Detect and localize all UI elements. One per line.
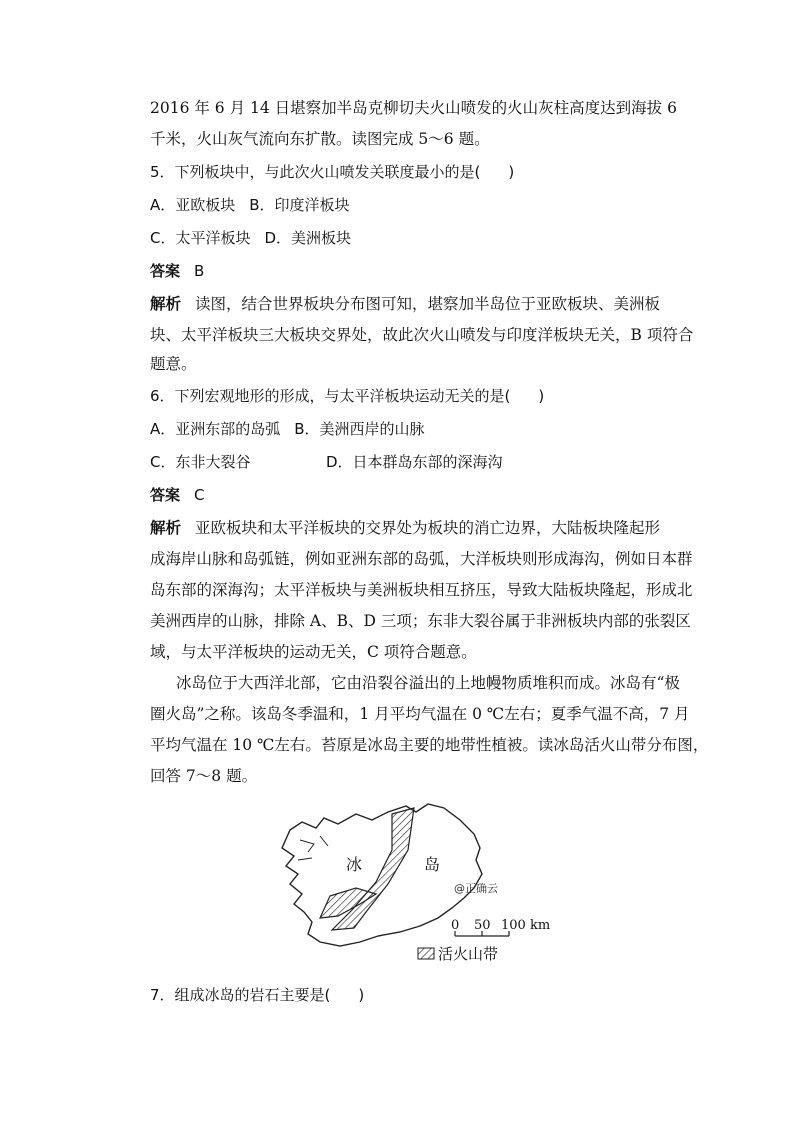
map-label-dao: 岛: [424, 855, 441, 874]
q6-options-row-2: [150, 452, 503, 472]
scale-bar: [451, 918, 550, 936]
q7-stem-close: ): [358, 986, 365, 1004]
q6-analysis-text-1: 亚欧板块和太平洋板块的交界处为板块的消亡边界，大陆板块隆起形: [195, 519, 661, 537]
map-label-bing: 冰: [346, 855, 363, 874]
q5-analysis-line-1: [150, 294, 660, 314]
q6-answer-label: 答案: [150, 486, 181, 504]
q5-stem-text: 5．下列板块中，与此次火山喷发关联度最小的是(: [150, 163, 481, 181]
q6-analysis-line-4: 美洲西岸的山脉，排除 A、B、D 三项；东非大裂谷属于非洲板块内部的张裂区: [150, 612, 691, 630]
intro2-line-3: 平均气温在 10 ℃左右。苔原是冰岛主要的地带性植被。读冰岛活火山带分布图，: [150, 736, 709, 754]
q6-option-a: A．亚洲东部的岛弧: [150, 420, 281, 438]
map-legend: [418, 945, 498, 963]
map-watermark: @正确云: [454, 882, 498, 895]
q6-option-d: D．日本群岛东部的深海沟: [326, 453, 503, 471]
q6-stem-text: 6．下列宏观地形的形成，与太平洋板块运动无关的是(: [150, 387, 511, 405]
iceland-volcano-map: [268, 800, 558, 970]
q6-analysis-line-5: 域，与太平洋板块的运动无关，C 项符合题意。: [150, 643, 477, 661]
intro1-line-1: 2016 年 6 月 14 日堪察加半岛克柳切夫火山喷发的火山灰柱高度达到海拔 6: [150, 99, 677, 117]
intro2-line-1: 冰岛位于大西洋北部，它由沿裂谷溢出的上地幔物质堆积而成。冰岛有“极: [176, 674, 680, 692]
scale-label-50: 50: [474, 918, 491, 933]
q7-stem: [150, 985, 364, 1005]
q5-stem-close: ): [508, 163, 515, 181]
q5-analysis-line-2: 块、太平洋板块三大板块交界处，故此次火山喷发与印度洋板块无关，B 项符合: [150, 326, 694, 344]
q6-analysis-line-1: [150, 518, 660, 538]
q6-analysis-line-3: 岛东部的深海沟；太平洋板块与美洲板块相互挤压，导致大陆板块隆起，形成北: [150, 581, 693, 599]
q6-options-row-1: [150, 419, 425, 439]
q6-option-c: C．东非大裂谷: [150, 453, 251, 471]
scale-label-100: 100 km: [501, 918, 551, 933]
q5-answer-label: 答案: [150, 262, 181, 280]
q6-stem-close: ): [538, 387, 545, 405]
q5-options-row-1: [150, 195, 350, 215]
q6-answer: [150, 485, 205, 505]
q6-answer-value: C: [194, 486, 205, 504]
intro1-line-2: 千米，火山灰气流向东扩散。读图完成 5～6 题。: [150, 130, 490, 148]
q7-stem-text: 7．组成冰岛的岩石主要是(: [150, 986, 331, 1004]
intro2-line-4: 回答 7～8 题。: [150, 767, 258, 785]
q5-analysis-label: 解析: [150, 295, 182, 313]
q5-option-a: A．亚欧板块: [150, 196, 236, 214]
q6-analysis-line-2: 成海岸山脉和岛弧链，例如亚洲东部的岛弧，大洋板块则形成海沟，例如日本群: [150, 550, 693, 568]
q6-stem: [150, 386, 544, 406]
q5-options-row-2: [150, 228, 351, 248]
intro2-line-2: 圈火岛”之称。该岛冬季温和，1 月平均气温在 0 ℃左右；夏季气温不高，7 月: [150, 705, 690, 723]
q5-option-b: B．印度洋板块: [249, 196, 350, 214]
q5-answer: [150, 261, 204, 281]
q5-answer-value: B: [194, 262, 205, 280]
q5-option-d: D．美洲板块: [264, 229, 352, 247]
q5-analysis-line-3: 题意。: [150, 355, 197, 373]
scale-label-0: 0: [451, 918, 460, 933]
q5-analysis-text-1: 读图，结合世界板块分布图可知，堪察加半岛位于亚欧板块、美洲板: [195, 295, 661, 313]
q5-option-c: C．太平洋板块: [150, 229, 251, 247]
q6-option-b: B．美洲西岸的山脉: [294, 420, 425, 438]
q5-stem: [150, 162, 514, 182]
legend-label: 活火山带: [438, 945, 499, 963]
q6-analysis-label: 解析: [150, 519, 182, 537]
